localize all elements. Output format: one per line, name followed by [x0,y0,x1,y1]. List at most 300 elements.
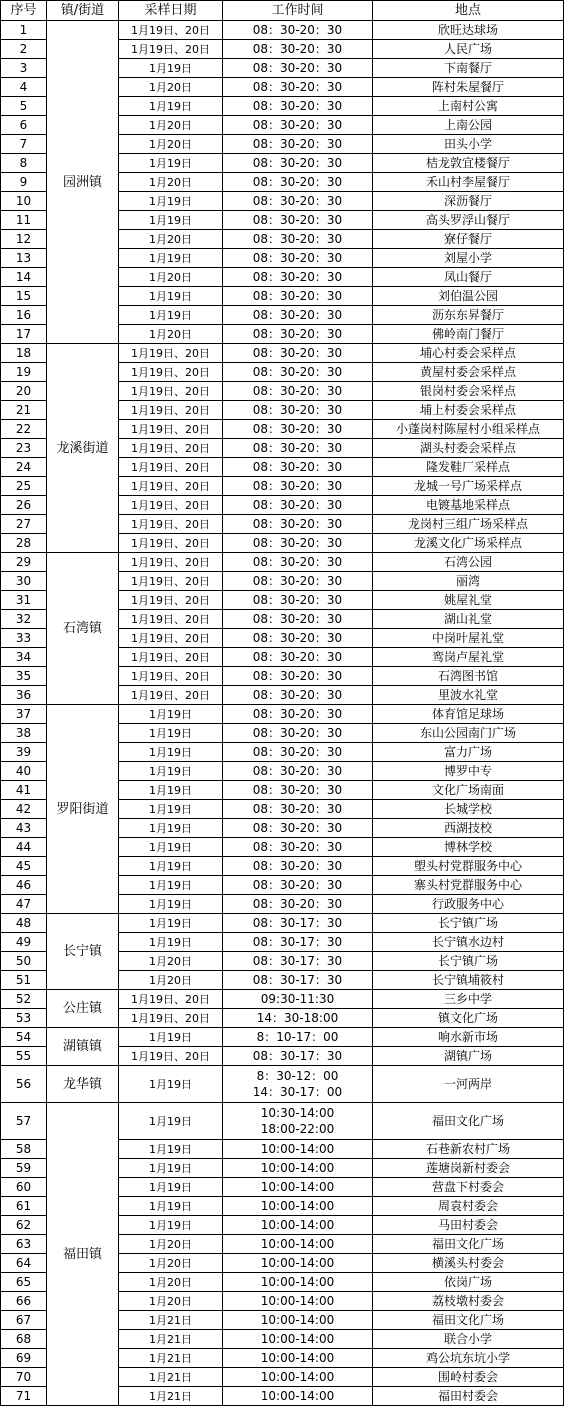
working-hours: 08：30-20：30 [223,857,373,876]
table-row [1,344,564,363]
location: 里波水礼堂 [373,686,564,705]
table-row [1,705,564,724]
working-hours: 08：30-20：30 [223,553,373,572]
sampling-date: 1月19日 [119,743,223,762]
location: 寮仔餐厅 [373,230,564,249]
row-number: 52 [1,990,47,1009]
row-number: 37 [1,705,47,724]
location: 人民广场 [373,40,564,59]
row-number: 17 [1,325,47,344]
town-cell: 福田镇 [47,1103,119,1406]
sampling-date: 1月19日、20日 [119,420,223,439]
working-hours: 10:00-14:00 [223,1197,373,1216]
sampling-date: 1月19日、20日 [119,458,223,477]
location: 下南餐厅 [373,59,564,78]
location: 龙溪文化广场采样点 [373,534,564,553]
working-hours: 10:00-14:00 [223,1330,373,1349]
working-hours: 08：30-20：30 [223,135,373,154]
location: 石巷新农村广场 [373,1140,564,1159]
table-row [1,914,564,933]
sampling-date: 1月20日 [119,268,223,287]
location: 依岗广场 [373,1273,564,1292]
location: 体育馆足球场 [373,705,564,724]
header-time: 工作时间 [223,1,373,21]
town-cell: 石湾镇 [47,553,119,705]
location: 深沥餐厅 [373,192,564,211]
row-number: 63 [1,1235,47,1254]
row-number: 35 [1,667,47,686]
working-hours: 08：30-20：30 [223,192,373,211]
sampling-date: 1月19日、20日 [119,477,223,496]
row-number: 6 [1,116,47,135]
sampling-date: 1月19日 [119,1178,223,1197]
row-number: 12 [1,230,47,249]
sampling-date: 1月19日 [119,781,223,800]
row-number: 57 [1,1103,47,1140]
sampling-date: 1月19日、20日 [119,572,223,591]
working-hours: 08：30-20：30 [223,59,373,78]
working-hours: 08：30-20：30 [223,21,373,40]
working-hours: 08：30-20：30 [223,40,373,59]
row-number: 70 [1,1368,47,1387]
working-hours: 08：30-20：30 [223,116,373,135]
location: 横溪头村委会 [373,1254,564,1273]
sampling-date: 1月19日、20日 [119,591,223,610]
location: 西湖技校 [373,819,564,838]
working-hours: 08：30-20：30 [223,154,373,173]
location: 埔心村委会采样点 [373,344,564,363]
row-number: 33 [1,629,47,648]
town-cell: 龙华镇 [47,1066,119,1103]
town-cell: 长宁镇 [47,914,119,990]
location: 上南公园 [373,116,564,135]
location: 上南村公寓 [373,97,564,116]
sampling-date: 1月19日、20日 [119,21,223,40]
location: 福田村委会 [373,1387,564,1406]
location: 长城学校 [373,800,564,819]
table-row [1,553,564,572]
sampling-date: 1月19日 [119,1140,223,1159]
working-hours: 08：30-20：30 [223,458,373,477]
sampling-date: 1月19日 [119,1028,223,1047]
row-number: 53 [1,1009,47,1028]
location: 福田文化广场 [373,1235,564,1254]
working-hours: 08：30-20：30 [223,211,373,230]
working-hours: 08：30-20：30 [223,743,373,762]
sampling-date: 1月19日、20日 [119,534,223,553]
sampling-date: 1月19日、20日 [119,1047,223,1066]
row-number: 49 [1,933,47,952]
location: 围岭村委会 [373,1368,564,1387]
location: 石湾公园 [373,553,564,572]
location: 营盘下村委会 [373,1178,564,1197]
sampling-date: 1月19日 [119,97,223,116]
row-number: 42 [1,800,47,819]
working-hours: 08：30-20：30 [223,439,373,458]
location: 博林学校 [373,838,564,857]
row-number: 5 [1,97,47,116]
row-number: 62 [1,1216,47,1235]
working-hours: 10:00-14:00 [223,1368,373,1387]
row-number: 14 [1,268,47,287]
sampling-date: 1月19日 [119,838,223,857]
sampling-date: 1月19日 [119,705,223,724]
row-number: 68 [1,1330,47,1349]
sampling-date: 1月19日 [119,1216,223,1235]
location: 长宁镇埔筱村 [373,971,564,990]
location: 欣旺达球场 [373,21,564,40]
row-number: 13 [1,249,47,268]
location: 寨头村党群服务中心 [373,876,564,895]
location: 中岗叶屋礼堂 [373,629,564,648]
working-hours: 08：30-20：30 [223,268,373,287]
sampling-date: 1月19日 [119,762,223,781]
row-number: 24 [1,458,47,477]
working-hours: 10:00-14:00 [223,1159,373,1178]
row-number: 60 [1,1178,47,1197]
row-number: 31 [1,591,47,610]
location: 塱头村党群服务中心 [373,857,564,876]
working-hours: 08：30-20：30 [223,876,373,895]
location: 莲塘岗新村委会 [373,1159,564,1178]
location: 福田文化广场 [373,1103,564,1140]
sampling-date: 1月19日 [119,876,223,895]
sampling-date: 1月19日、20日 [119,344,223,363]
row-number: 44 [1,838,47,857]
working-hours: 08：30-20：30 [223,610,373,629]
row-number: 71 [1,1387,47,1406]
location: 隆发鞋厂采样点 [373,458,564,477]
working-hours: 8：30-12：00 14：30-17：00 [223,1066,373,1103]
sampling-date: 1月19日、20日 [119,401,223,420]
sampling-date: 1月19日 [119,287,223,306]
row-number: 59 [1,1159,47,1178]
working-hours: 10:00-14:00 [223,1216,373,1235]
location: 阵村朱屋餐厅 [373,78,564,97]
location: 凤山餐厅 [373,268,564,287]
row-number: 10 [1,192,47,211]
sampling-date: 1月20日 [119,116,223,135]
sampling-date: 1月21日 [119,1330,223,1349]
sampling-date: 1月19日、20日 [119,667,223,686]
row-number: 65 [1,1273,47,1292]
location: 小蓬岗村陈屋村小组采样点 [373,420,564,439]
sampling-date: 1月21日 [119,1349,223,1368]
sampling-date: 1月20日 [119,78,223,97]
row-number: 3 [1,59,47,78]
row-number: 20 [1,382,47,401]
town-cell: 湖镇镇 [47,1028,119,1066]
location: 刘屋小学 [373,249,564,268]
row-number: 2 [1,40,47,59]
location: 龙岗村三组广场采样点 [373,515,564,534]
sampling-date: 1月19日 [119,895,223,914]
working-hours: 08：30-20：30 [223,477,373,496]
location: 长宁镇广场 [373,914,564,933]
sampling-date: 1月19日 [119,914,223,933]
working-hours: 08：30-20：30 [223,686,373,705]
row-number: 64 [1,1254,47,1273]
working-hours: 10:00-14:00 [223,1387,373,1406]
location: 博罗中专 [373,762,564,781]
sampling-date: 1月20日 [119,1254,223,1273]
header-row [1,1,564,21]
working-hours: 14：30-18:00 [223,1009,373,1028]
sampling-date: 1月20日 [119,971,223,990]
table-row [1,1066,564,1103]
working-hours: 08：30-20：30 [223,401,373,420]
row-number: 22 [1,420,47,439]
working-hours: 08：30-20：30 [223,667,373,686]
row-number: 30 [1,572,47,591]
sampling-date: 1月19日、20日 [119,686,223,705]
working-hours: 08：30-17：30 [223,952,373,971]
sampling-date: 1月21日 [119,1368,223,1387]
sampling-date: 1月19日 [119,154,223,173]
sampling-date: 1月20日 [119,1273,223,1292]
working-hours: 08：30-20：30 [223,705,373,724]
row-number: 36 [1,686,47,705]
working-hours: 08：30-20：30 [223,249,373,268]
working-hours: 08：30-20：30 [223,306,373,325]
row-number: 48 [1,914,47,933]
row-number: 15 [1,287,47,306]
sampling-date: 1月19日、20日 [119,363,223,382]
sampling-date: 1月19日 [119,857,223,876]
working-hours: 10:00-14:00 [223,1140,373,1159]
working-hours: 08：30-20：30 [223,572,373,591]
row-number: 8 [1,154,47,173]
working-hours: 08：30-20：30 [223,534,373,553]
working-hours: 08：30-20：30 [223,496,373,515]
table-row [1,1028,564,1047]
sampling-date: 1月19日 [119,800,223,819]
working-hours: 08：30-17：30 [223,971,373,990]
working-hours: 08：30-20：30 [223,648,373,667]
sampling-date: 1月19日 [119,724,223,743]
table-row [1,990,564,1009]
row-number: 51 [1,971,47,990]
working-hours: 08：30-20：30 [223,762,373,781]
sampling-date: 1月19日、20日 [119,610,223,629]
location: 马田村委会 [373,1216,564,1235]
working-hours: 10:00-14:00 [223,1349,373,1368]
row-number: 40 [1,762,47,781]
sampling-date: 1月21日 [119,1387,223,1406]
location: 埔上村委会采样点 [373,401,564,420]
row-number: 28 [1,534,47,553]
table-row [1,1103,564,1140]
location: 文化广场南面 [373,781,564,800]
town-cell: 园洲镇 [47,21,119,344]
sampling-date: 1月19日 [119,819,223,838]
working-hours: 08：30-20：30 [223,629,373,648]
location: 长宁镇广场 [373,952,564,971]
working-hours: 10:00-14:00 [223,1254,373,1273]
sampling-date: 1月20日 [119,135,223,154]
working-hours: 08：30-20：30 [223,287,373,306]
town-cell: 龙溪街道 [47,344,119,553]
sampling-date: 1月19日、20日 [119,648,223,667]
row-number: 41 [1,781,47,800]
sampling-date: 1月19日 [119,306,223,325]
location: 长宁镇水边村 [373,933,564,952]
working-hours: 08：30-20：30 [223,724,373,743]
sampling-date: 1月19日、20日 [119,1009,223,1028]
location: 鸡公坑东坑小学 [373,1349,564,1368]
row-number: 54 [1,1028,47,1047]
working-hours: 08：30-20：30 [223,382,373,401]
working-hours: 08：30-20：30 [223,591,373,610]
location: 三乡中学 [373,990,564,1009]
row-number: 4 [1,78,47,97]
sampling-date: 1月19日、20日 [119,515,223,534]
header-town: 镇/街道 [47,1,119,21]
table-row [1,21,564,40]
sampling-date: 1月20日 [119,230,223,249]
location: 周袁村委会 [373,1197,564,1216]
sampling-date: 1月19日 [119,59,223,78]
sampling-date: 1月19日、20日 [119,40,223,59]
working-hours: 10:30-14:00 18:00-22:00 [223,1103,373,1140]
sampling-date: 1月19日、20日 [119,496,223,515]
location: 姚屋礼堂 [373,591,564,610]
working-hours: 08：30-20：30 [223,78,373,97]
sampling-date: 1月19日、20日 [119,439,223,458]
row-number: 69 [1,1349,47,1368]
town-cell: 公庄镇 [47,990,119,1028]
row-number: 32 [1,610,47,629]
town-cell: 罗阳街道 [47,705,119,914]
location: 田头小学 [373,135,564,154]
location: 电镀基地采样点 [373,496,564,515]
location: 佛岭南门餐厅 [373,325,564,344]
working-hours: 08：30-20：30 [223,819,373,838]
row-number: 46 [1,876,47,895]
location: 湖山礼堂 [373,610,564,629]
row-number: 18 [1,344,47,363]
working-hours: 08：30-17：30 [223,933,373,952]
row-number: 56 [1,1066,47,1103]
location: 石湾图书馆 [373,667,564,686]
working-hours: 09:30-11:30 [223,990,373,1009]
header-date: 采样日期 [119,1,223,21]
location: 福田文化广场 [373,1311,564,1330]
row-number: 1 [1,21,47,40]
location: 东山公园南门广场 [373,724,564,743]
row-number: 45 [1,857,47,876]
row-number: 39 [1,743,47,762]
sampling-date: 1月19日、20日 [119,629,223,648]
working-hours: 10:00-14:00 [223,1273,373,1292]
row-number: 26 [1,496,47,515]
row-number: 11 [1,211,47,230]
sampling-date: 1月19日、20日 [119,990,223,1009]
row-number: 23 [1,439,47,458]
working-hours: 10:00-14:00 [223,1311,373,1330]
location: 富力广场 [373,743,564,762]
location: 镇文化广场 [373,1009,564,1028]
row-number: 21 [1,401,47,420]
row-number: 50 [1,952,47,971]
sampling-date: 1月20日 [119,952,223,971]
location: 响水新市场 [373,1028,564,1047]
sampling-date: 1月19日 [119,1066,223,1103]
working-hours: 08：30-20：30 [223,230,373,249]
row-number: 34 [1,648,47,667]
working-hours: 08：30-20：30 [223,420,373,439]
location: 银岗村委会采样点 [373,382,564,401]
location: 黄屋村委会采样点 [373,363,564,382]
working-hours: 10:00-14:00 [223,1292,373,1311]
working-hours: 08：30-20：30 [223,800,373,819]
location: 行政服务中心 [373,895,564,914]
row-number: 58 [1,1140,47,1159]
working-hours: 08：30-20：30 [223,97,373,116]
row-number: 29 [1,553,47,572]
row-number: 43 [1,819,47,838]
working-hours: 08：30-20：30 [223,363,373,382]
table-body [1,1,564,1406]
sampling-date: 1月19日 [119,192,223,211]
working-hours: 08：30-20：30 [223,838,373,857]
row-number: 66 [1,1292,47,1311]
row-number: 25 [1,477,47,496]
sampling-date: 1月21日 [119,1311,223,1330]
row-number: 19 [1,363,47,382]
location: 沥东东昇餐厅 [373,306,564,325]
sampling-date: 1月20日 [119,1292,223,1311]
location: 刘伯温公园 [373,287,564,306]
location: 禾山村李屋餐厅 [373,173,564,192]
row-number: 9 [1,173,47,192]
row-number: 67 [1,1311,47,1330]
location: 湖镇广场 [373,1047,564,1066]
row-number: 47 [1,895,47,914]
sampling-date: 1月19日 [119,211,223,230]
row-number: 55 [1,1047,47,1066]
location: 丽湾 [373,572,564,591]
working-hours: 10:00-14:00 [223,1235,373,1254]
working-hours: 08：30-17：30 [223,1047,373,1066]
location: 鸾岗卢屋礼堂 [373,648,564,667]
row-number: 16 [1,306,47,325]
working-hours: 10:00-14:00 [223,1178,373,1197]
sampling-date: 1月19日 [119,249,223,268]
header-place: 地点 [373,1,564,21]
sampling-date: 1月19日 [119,1103,223,1140]
sampling-date: 1月20日 [119,173,223,192]
working-hours: 8：10-17：00 [223,1028,373,1047]
working-hours: 08：30-20：30 [223,515,373,534]
sampling-date: 1月20日 [119,1235,223,1254]
row-number: 38 [1,724,47,743]
sampling-date: 1月19日 [119,1159,223,1178]
working-hours: 08：30-20：30 [223,325,373,344]
sampling-date: 1月19日 [119,933,223,952]
row-number: 27 [1,515,47,534]
working-hours: 08：30-20：30 [223,344,373,363]
sampling-date: 1月20日 [119,325,223,344]
working-hours: 08：30-20：30 [223,173,373,192]
working-hours: 08：30-17：30 [223,914,373,933]
sampling-date: 1月19日 [119,1197,223,1216]
location: 荔枝墩村委会 [373,1292,564,1311]
row-number: 61 [1,1197,47,1216]
location: 高头罗浮山餐厅 [373,211,564,230]
header-no: 序号 [1,1,47,21]
sampling-date: 1月19日、20日 [119,382,223,401]
